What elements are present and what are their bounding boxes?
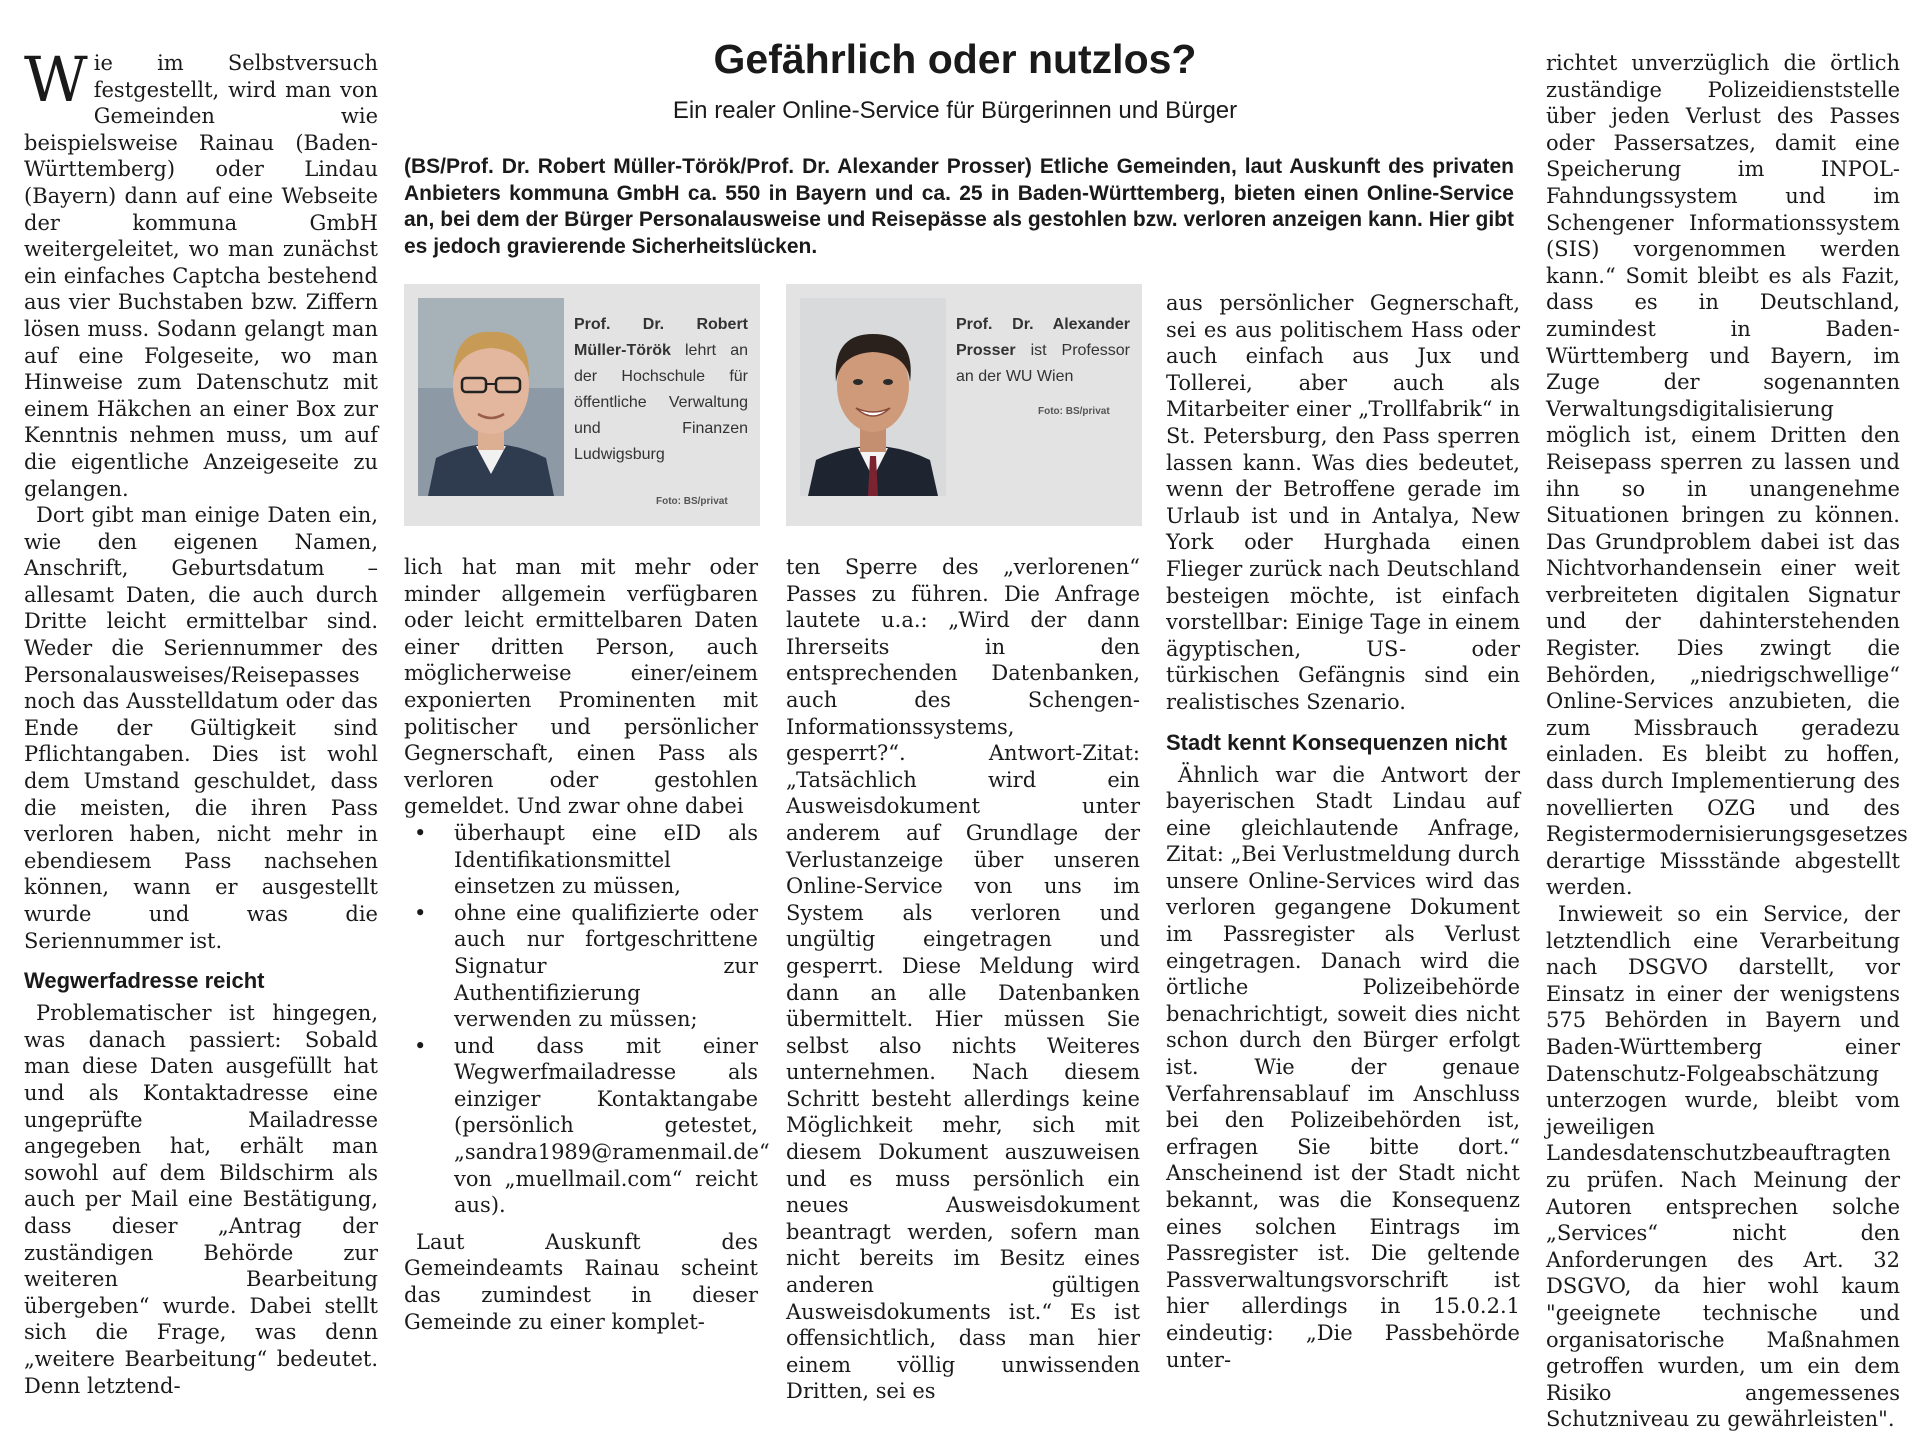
author-caption-prosser <box>956 312 1130 390</box>
list-item: • und dass mit einer Wegwerfmailadresse als einziger Kontaktangabe (persönlich getestet, „sandra1989@ramenmail.de“ von „muellmail.com“ reicht aus). <box>404 1033 758 1219</box>
author-photo-prosser <box>800 298 946 496</box>
list-item: • ohne eine qualifizierte oder auch nur fortgeschrittene Signatur zur Authentifizierung verwenden zu müssen; <box>404 900 758 1033</box>
author-box-mueller-toeroek <box>404 284 760 526</box>
article-column-2 <box>404 554 770 1335</box>
article-paragraph: richtet unverzüglich die örtlich zuständige Polizeidienststelle über jeden Verlust des Passes oder Passersatzes, damit eine Speicherung im INPOL-Fahndungssystem und im Schengener Informationssystem (SIS) vorgenommen werden kann.“ Somit bleibt es als Fazit, dass es in Deutschland, zumindest in Baden-Württemberg und Bayern, im Zuge der sogenannten Verwaltungsdigitalisierung möglich ist, einem Dritten den Reisepass sperren zu lassen und ihn so in unangenehme Situationen bringen zu können. Das Grundproblem dabei ist das Nichtvorhandensein einer weit verbreiteten digitalen Signatur und der dahinterstehenden Register. Dies zwingt die Behörden, „niedrigschwellige“ Online-Services anzubieten, die zum Missbrauch geradezu einladen. Es bleibt zu hoffen, dass durch Implementierung des novellierten OZG und des Registermodernisierungsgesetzes derartige Missstände abgestellt werden. <box>1546 51 1908 900</box>
author-caption-mueller-toeroek <box>574 312 748 468</box>
author-bio: lehrt an der Hochschule für öffentliche Verwaltung und Finanzen Ludwigsburg <box>574 342 748 463</box>
author-box-prosser <box>786 284 1142 526</box>
article-column-1 <box>24 43 378 1399</box>
author-name: Prof. Dr. Robert Müller-Török <box>574 316 748 359</box>
article-paragraph: aus persönlicher Gegnerschaft, sei es aus politischem Hass oder auch einfach aus Jux und Tollerei, aber auch als Mitarbeiter einer „Trollfabrik“ in St. Petersburg, den Pass sperren lassen kann. Was dies bedeutet, wenn der Betroffene gerade im Urlaub ist und in Antalya, New York oder Hurghada einen Flieger zurück nach Deutschland besteigen möchte, ist einfach vorstellbar: Einige Tage in einem ägyptischen, US- oder türkischen Gefängnis sind ein realistisches Szenario. <box>1166 291 1520 714</box>
article-paragraph: lich hat man mit mehr oder minder allgemein verfügbaren oder leicht ermittelbaren Daten einer dritten Person, auch möglicherweise einer/einem exponierten Prominenten mit politischer und persönlicher Gegnerschaft, einen Pass als verloren oder gestohlen gemeldet. Und zwar ohne dabei <box>404 555 758 819</box>
article-subtitle: Ein realer Online-Service für Bürgerinnen und Bürger <box>672 97 1238 124</box>
article-column-5 <box>1546 50 1908 1433</box>
article-title: Gefährlich oder nutzlos? <box>713 36 1197 82</box>
article-paragraph: Problematischer ist hingegen, was danach passiert: Sobald man diese Daten ausgefüllt hat und als Kontaktadresse eine ungeprüfte Mailadresse angegeben hat, erhält man sowohl auf dem Bildschirm als auch per Mail eine Bestätigung, dass dieser „Antrag der zuständigen Behörde zur weiteren Bearbeitung übergeben“ wurde. Dabei stellt sich die Frage, was denn „weitere Bearbeitung“ bedeutet. Denn letztend- <box>24 1001 378 1398</box>
article-column-3 <box>786 554 1140 1405</box>
bullet-list <box>404 820 770 1219</box>
photo-credit: Foto: BS/privat <box>656 496 728 507</box>
section-heading: Stadt kennt Konsequenzen nicht <box>1166 729 1508 755</box>
article-paragraph: Dort gibt man einige Daten ein, wie den eigenen Namen, Anschrift, Geburtsdatum – allesamt Daten, die auch durch Dritte leicht ermittelbar sind. Weder die Seriennummer des Personalausweises/Reisepasses noch das Ausstelldatum oder das Ende der Gültigkeit sind Pflichtangaben. Dies ist wohl dem Umstand geschuldet, dass die meisten, die ihren Pass verloren haben, nicht mehr in ebendiesem Pass nachsehen können, wann er ausgestellt wurde und was die Seriennummer ist. <box>24 503 378 953</box>
portrait-mueller-toeroek <box>418 298 564 496</box>
author-photo-mueller-toeroek <box>418 298 564 496</box>
article-paragraph: ten Sperre des „verlorenen“ Passes zu führen. Die Anfrage lautete u.a.: „Wird der dann Ihrerseits in den entsprechenden Datenbanken, auch des Schengen-Informationssystems, gesperrt?“. Antwort-Zitat: „Tatsächlich wird ein Ausweisdokument unter anderem auf Grundlage der Verlustanzeige über unseren Online-Service von uns im System als verloren und ungültig eingetragen und gesperrt. Diese Meldung wird dann an alle Datenbanken übermittelt. Hier müssen Sie selbst also nichts Weiteres unternehmen. Nach diesem Schritt besteht allerdings keine Möglichkeit mehr, sich mit diesem Dokument auszuweisen und es muss persönlich ein neues Ausweisdokument beantragt werden, sofern man nicht bereits im Besitz eines anderen gültigen Ausweisdokuments ist.“ Es ist offensichtlich, dass man hier einem völlig unwissenden Dritten, sei es <box>786 555 1140 1404</box>
section-heading: Wegwerfadresse reicht <box>24 968 265 994</box>
article-paragraph: Laut Auskunft des Gemeindeamts Rainau scheint das zumindest in dieser Gemeinde zu einer komplet- <box>404 1229 758 1334</box>
article-column-4 <box>1166 290 1520 1373</box>
portrait-prosser <box>800 298 946 496</box>
article-paragraph: Ähnlich war die Antwort der bayerischen Stadt Lindau auf eine gleichlautende Anfrage, Zitat: „Bei Verlustmeldung durch unsere Online-Services wird das verloren gegangene Dokument im Passregister als Verlust eingetragen. Danach wird die örtliche Polizeibehörde benachrichtigt, soweit dies nicht schon durch den Bürger erfolgt ist. Wie der genaue Verfahrensablauf im Anschluss bei den Polizeibehörden ist, erfragen Sie bitte dort.“ Anscheinend ist der Stadt nicht bekannt, was die Konsequenz eines solchen Eintrags im Passregister ist. Die geltende Passverwaltungsvorschrift ist hier allerdings in 15.0.2.1 eindeutig: „Die Passbehörde unter- <box>1166 762 1520 1372</box>
author-name: Prof. Dr. Alexander Prosser <box>956 316 1130 359</box>
photo-credit: Foto: BS/privat <box>1038 406 1110 417</box>
article-lead: (BS/Prof. Dr. Robert Müller-Török/Prof. Dr. Alexander Prosser) Etliche Gemeinden, laut Auskunft des privaten Anbieters kommuna GmbH ca. 550 in Bayern und ca. 25 in Baden-Württemberg, bieten einen Online-Service an, bei dem der Bürger Personalausweise und Reisepässe als gestohlen bzw. verloren anzeigen kann. Hier gibt es jedoch gravierende Sicherheitslücken. <box>404 155 1514 258</box>
article-paragraph: Wie im Selbstversuch festgestellt, wird man von Gemeinden wie beispielsweise Rainau (Baden-Württemberg) oder Lindau (Bayern) dann auf eine Webseite der kommuna GmbH weitergeleitet, wo man zunächst ein einfaches Captcha bestehend aus vier Buchstaben bzw. Ziffern lösen muss. Sodann gelangt man auf eine Folgeseite, wo man Hinweise zum Datenschutz mit einem Häkchen an einer Box zur Kenntnis nehmen muss, um auf die eigentliche Anzeigeseite zu gelangen. <box>24 43 378 501</box>
list-item: • überhaupt eine eID als Identifikationsmittel einsetzen zu müssen, <box>404 820 758 900</box>
author-bio: ist Professor an der WU Wien <box>956 342 1130 385</box>
article-paragraph: Inwieweit so ein Service, der letztendlich eine Verarbeitung nach DSGVO darstellt, vor Einsatz in einer der wenigstens 575 Behörden in Bayern und Baden-Württemberg einer Datenschutz-Folgeabschätzung unterzogen wurde, bleibt vom jeweiligen Landesdatenschutzbeauftragten zu prüfen. Nach Meinung der Autoren entsprechen solche „Services“ nicht den Anforderungen des Art. 32 DSGVO, da hier wohl kaum "geeignete technische und organisatorische Maßnahmen getroffen wurden, um ein dem Risiko angemessenes Schutzniveau zu gewährleisten". <box>1546 902 1900 1432</box>
